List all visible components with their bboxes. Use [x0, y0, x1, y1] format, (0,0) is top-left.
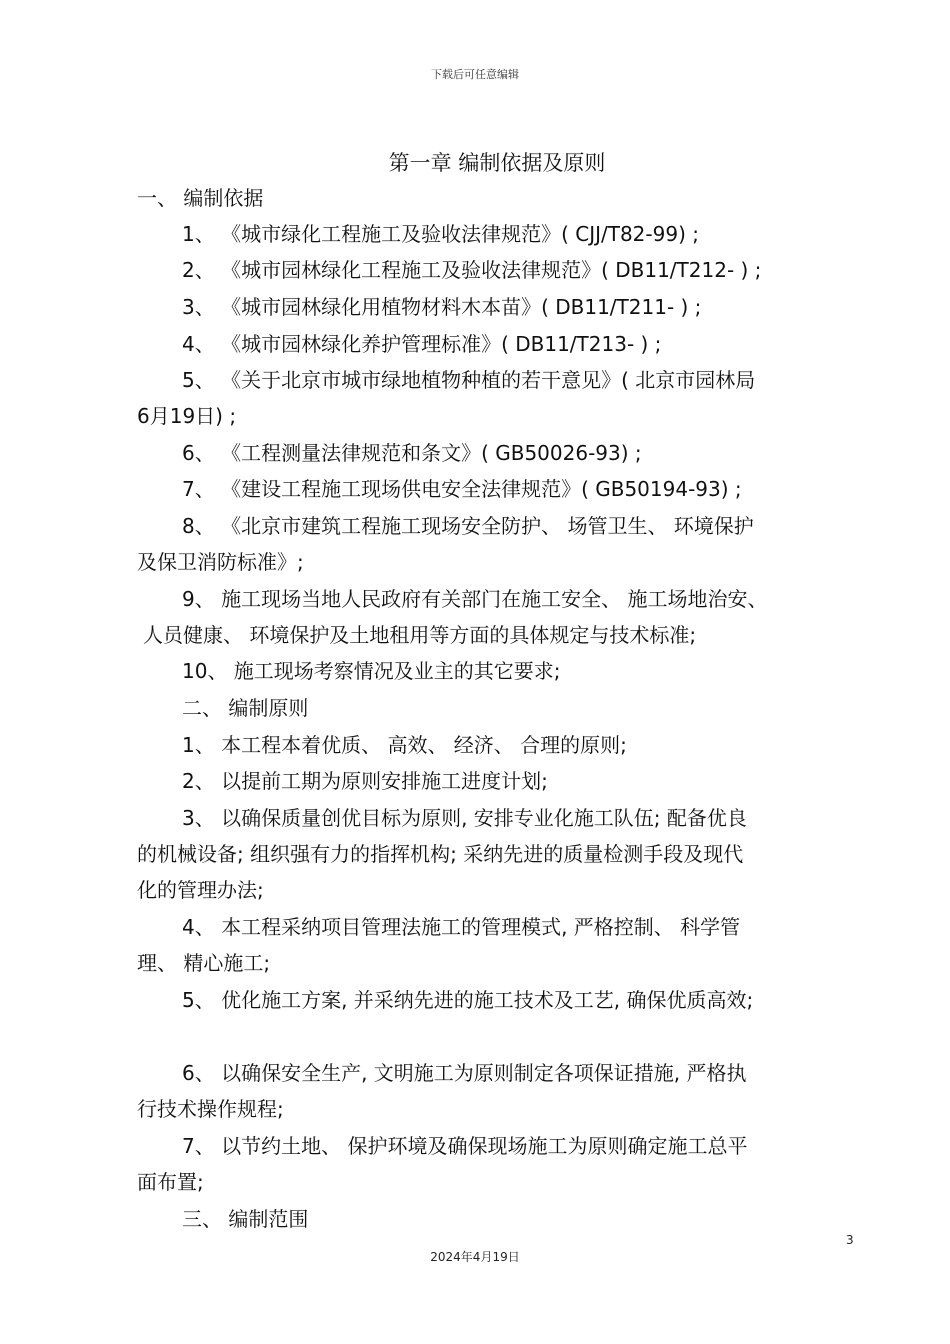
section-heading: 一、 编制依据 — [137, 186, 264, 210]
section-heading: 三、 编制范围 — [182, 1207, 309, 1231]
page-header: 下载后可任意编辑 — [431, 68, 519, 81]
list-item: 3、 以确保质量创优目标为原则, 安排专业化施工队伍; 配备优良 — [182, 806, 747, 830]
list-item: 6、 以确保安全生产, 文明施工为原则制定各项保证措施, 严格执 — [182, 1061, 747, 1085]
list-item: 5、 优化施工方案, 并采纳先进的施工技术及工艺, 确保优质高效; — [182, 988, 754, 1012]
list-item: 2、 《城市园林绿化工程施工及验收法律规范》( DB11/T212- ) ; — [182, 258, 762, 282]
list-item-continuation: 及保卫消防标准》; — [137, 550, 304, 574]
list-item: 3、 《城市园林绿化用植物材料木本苗》( DB11/T211- ) ; — [182, 295, 702, 319]
chapter-title: 第一章 编制依据及原则 — [388, 151, 606, 175]
list-item: 5、 《关于北京市城市绿地植物种植的若干意见》( 北京市园林局 — [182, 368, 756, 392]
list-item-continuation: 理、 精心施工; — [137, 951, 271, 975]
list-item-continuation: 人员健康、 环境保护及土地租用等方面的具体规定与技术标准; — [143, 623, 697, 647]
list-item-continuation: 面布置; — [137, 1170, 204, 1194]
list-item: 7、 以节约土地、 保护环境及确保现场施工为原则确定施工总平 — [182, 1134, 748, 1158]
section-heading: 二、 编制原则 — [182, 696, 309, 720]
list-item-continuation: 行技术操作规程; — [137, 1097, 284, 1121]
list-item: 6、 《工程测量法律规范和条文》( GB50026-93) ; — [182, 441, 642, 465]
list-item: 1、 本工程本着优质、 高效、 经济、 合理的原则; — [182, 733, 627, 757]
list-item: 4、 本工程采纳项目管理法施工的管理模式, 严格控制、 科学管 — [182, 915, 741, 939]
page-number: 3 — [846, 1233, 854, 1247]
list-item: 9、 施工现场当地人民政府有关部门在施工安全、 施工场地治安、 — [182, 587, 768, 611]
list-item: 8、 《北京市建筑工程施工现场安全防护、 场管卫生、 环境保护 — [182, 514, 754, 538]
list-item-continuation: 的机械设备; 组织强有力的指挥机构; 采纳先进的质量检测手段及现代 — [137, 842, 744, 866]
list-item: 2、 以提前工期为原则安排施工进度计划; — [182, 769, 548, 793]
list-item: 10、 施工现场考察情况及业主的其它要求; — [182, 659, 561, 683]
list-item: 4、 《城市园林绿化养护管理标准》( DB11/T213- ) ; — [182, 332, 662, 356]
list-item-continuation: 6月19日) ; — [137, 404, 237, 428]
list-item-continuation: 化的管理办法; — [137, 878, 264, 902]
page-footer-date: 2024年4月19日 — [430, 1250, 520, 1264]
list-item: 7、 《建设工程施工现场供电安全法律规范》( GB50194-93) ; — [182, 477, 742, 501]
list-item: 1、 《城市绿化工程施工及验收法律规范》( CJJ/T82-99) ; — [182, 222, 699, 246]
